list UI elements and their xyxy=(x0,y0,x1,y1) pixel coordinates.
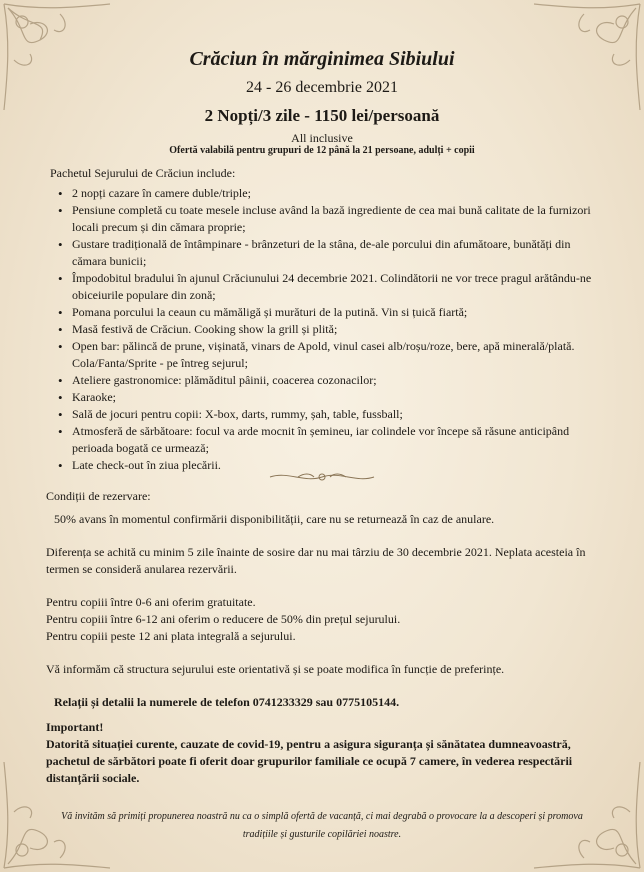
condition-children-6-12: Pentru copiii între 6-12 ani oferim o reducere de 50% din prețul sejurului. xyxy=(46,612,401,626)
orientative-note: Vă informăm că structura sejurului este orientativă și se poate modifica în funcție de preferințe. xyxy=(46,662,505,676)
package-list xyxy=(46,185,598,474)
list-item: • Împodobitul bradului în ajunul Crăciunului 24 decembrie 2021. Colindătorii ne vor trece pragul arătându-ne obiceiurile populare din zonă; xyxy=(72,270,598,304)
list-item: • Pomana porcului la ceaun cu mămăligă și murături de la putină. Vin si țuică fiartă; xyxy=(72,304,598,321)
offer-price: 2 Nopți/3 zile - 1150 lei/persoană xyxy=(204,106,440,125)
list-item: • Masă festivă de Crăciun. Cooking show la grill și plită; xyxy=(72,321,598,338)
list-item: • Open bar: pălincă de prune, vișinată, vinars de Apold, vinul casei alb/roșu/roze, bere, apă minerală/plată. Cola/Fanta/Sprite - pe întreg sejurul; xyxy=(72,338,598,372)
important-text: Datorită situației curente, cauzate de covid-19, pentru a asigura siguranța și sănătatea dumneavoastră, pachetul de sărbători poate fi oferit doar grupurilor familiale ce ocupă 7 camere, în vederea respectării distanțării sociale. xyxy=(46,737,573,785)
important-label: Important! xyxy=(46,720,104,734)
package-section xyxy=(46,165,598,474)
condition-balance: Diferența se achită cu minim 5 zile înainte de sosire dar nu mai târziu de 30 decembrie 2021. Neplata acesteia în termen se consideră anularea rezervării. xyxy=(46,545,586,576)
condition-children-12: Pentru copiii peste 12 ani plata integrală a sejurului. xyxy=(46,629,296,643)
list-item: • Karaoke; xyxy=(72,389,598,406)
offer-validity-note: Ofertă valabilă pentru grupuri de 12 până la 21 persoane, adulți + copii xyxy=(169,145,475,156)
package-lead: Pachetul Sejurului de Crăciun include: xyxy=(50,166,236,180)
list-item: • 2 nopți cazare în camere duble/triple; xyxy=(72,185,598,202)
list-item: • Late check-out în ziua plecării. xyxy=(72,457,598,474)
list-item: • Sală de jocuri pentru copii: X-box, darts, rummy, șah, table, fussball; xyxy=(72,406,598,423)
condition-children-0-6: Pentru copiii între 0-6 ani oferim gratuitate. xyxy=(46,595,256,609)
all-inclusive-label: All inclusive xyxy=(291,131,353,145)
conditions-heading: Condiții de rezervare: xyxy=(46,489,151,503)
condition-advance: 50% avans în momentul confirmării disponibilității, care nu se returnează în caz de anulare. xyxy=(54,512,495,526)
offer-title: Crăciun în mărginimea Sibiului xyxy=(189,48,455,70)
contact-line: Relații și detalii la numerele de telefon 0741233329 sau 0775105144. xyxy=(54,695,400,709)
offer-header xyxy=(0,46,644,157)
booking-conditions xyxy=(46,488,606,787)
list-item: • Pensiune completă cu toate mesele incluse având la bază ingrediente de cea mai bună calitate de la furnizori locali precum și din cămara proprie; xyxy=(72,202,598,236)
list-item: • Gustare tradițională de întâmpinare - brânzeturi de la stâna, de-ale porcului din afumătoare, bunătăți din cămara bunicii; xyxy=(72,236,598,270)
list-item: • Ateliere gastronomice: plămăditul pâinii, coacerea cozonacilor; xyxy=(72,372,598,389)
list-item: • Atmosferă de sărbătoare: focul va arde mocnit în șemineu, iar colindele vor începe să răsune anticipând perioada bogată ce urmează; xyxy=(72,423,598,457)
closing-invitation: Vă invităm să primiți propunerea noastră nu ca o simplă ofertă de vacanță, ci mai degrabă o provocare la a descoperi și promova tradițiile și gusturile copilăriei noastre. xyxy=(61,811,583,840)
offer-dates: 24 - 26 decembrie 2021 xyxy=(246,79,398,96)
ornamental-divider-icon xyxy=(268,470,376,484)
